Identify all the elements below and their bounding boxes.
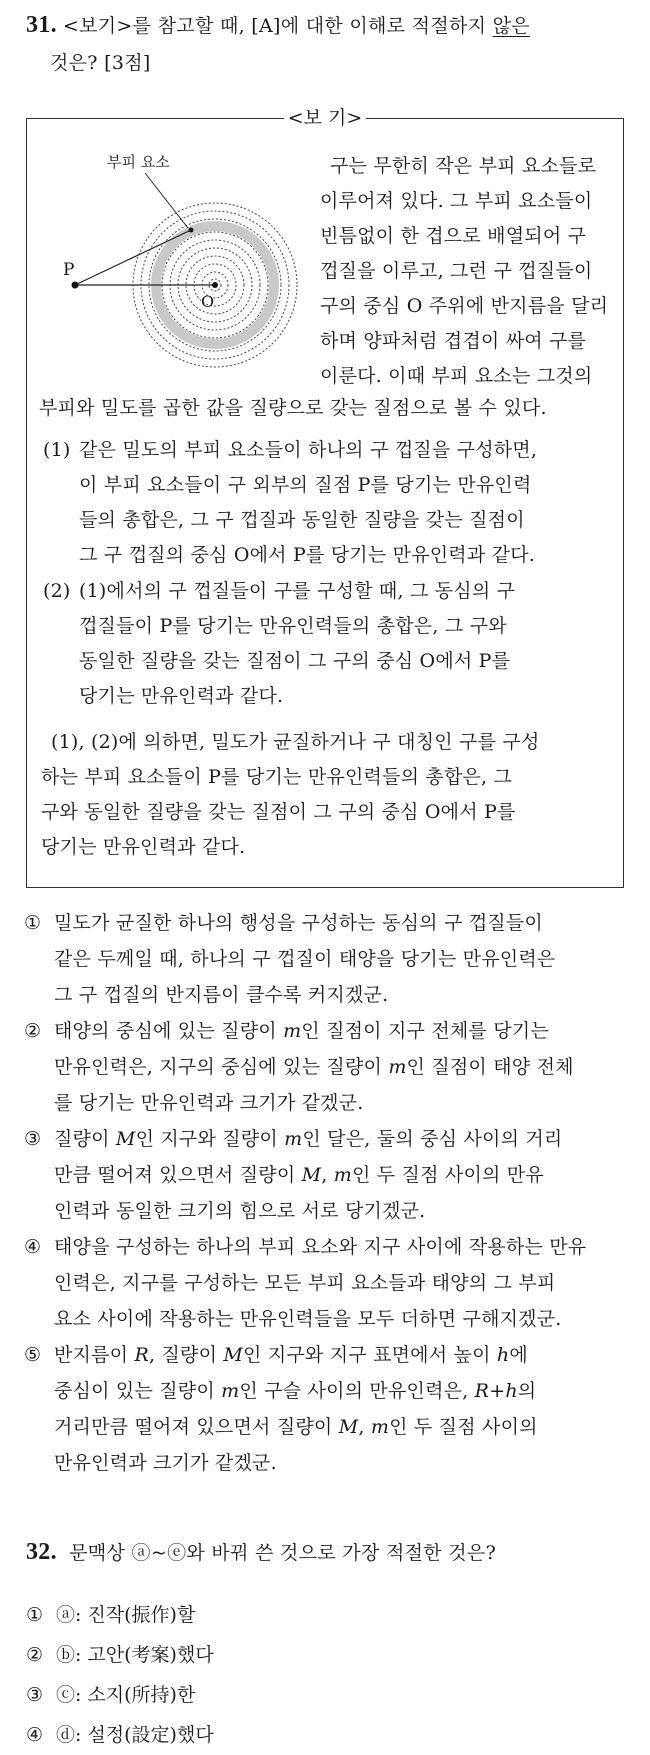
- question-31-underlined-word: 않은: [492, 15, 530, 37]
- question-32-choices: [26, 1595, 626, 1755]
- choice-5[interactable]: ⑤ 반지름이 R, 질량이 M인 지구와 지구 표면에서 높이 h에 중심이 있는 질량이 m인 구슬 사이의 만유인력은, R+h의 거리만큼 떨어져 있으면서 질량이 M, m인 두 질점 사이의 만유인력과 크기가 같겠군.: [24, 1344, 538, 1474]
- question-32-header: [26, 1535, 496, 1571]
- sphere-diagram-svg: [45, 143, 315, 423]
- q32-choice-3[interactable]: ③ ⓒ: 소지(所持)한: [26, 1684, 196, 1706]
- question-31-number: 31.: [26, 12, 57, 38]
- q32-choice-1[interactable]: ① ⓐ: 진작(振作)할: [26, 1604, 196, 1626]
- figure-label-o: O: [201, 292, 215, 311]
- bogi-conclusion: (1), (2)에 의하면, 밀도가 균질하거나 구 대칭인 구를 구성 하는 부피 요소들이 P를 당기는 만유인력들의 총합은, 그 구와 동일한 질량을 갖는 질점이 그 구의 중심 O에서 P를 당기는 만유인력과 같다.: [41, 731, 540, 858]
- question-32-number: 32.: [26, 1539, 57, 1565]
- question-31-prompt: <보기>를 참고할 때, [A]에 대한 이해로 적절하지: [62, 15, 487, 37]
- q32-choice-2[interactable]: ② ⓑ: 고안(考案)했다: [26, 1644, 214, 1666]
- figure-label-volume-element: 부피 요소: [107, 153, 170, 171]
- choice-1[interactable]: ① 밀도가 균질한 하나의 행성을 구성하는 동심의 구 껍질들이 같은 두께일 때, 하나의 구 껍질이 태양을 당기는 만유인력은 그 구 껍질의 반지름이 클수록 커지겠군.: [24, 912, 556, 1006]
- question-32-prompt: 문맥상 ⓐ~ⓔ와 바꿔 쓴 것으로 가장 적절한 것은?: [69, 1542, 497, 1564]
- sphere-figure: [45, 143, 315, 423]
- bogi-intro-right: 구는 무한히 작은 부피 요소들로 이루어져 있다. 그 부피 요소들이 빈틈없이 한 겹으로 배열되어 구 껍질을 이루고, 그런 구 껍질들이 구의 중심 O 주위에 반지름을 달리 하며 양파처럼 겹겹이 싸여 구를 이룬다. 이때 부피 요소는 그것의: [320, 155, 609, 387]
- choice-2[interactable]: ② 태양의 중심에 있는 질량이 m인 질점이 지구 전체를 당기는 만유인력은, 지구의 중심에 있는 질량이 m인 질점이 태양 전체 를 당기는 만유인력과 크기가 같겠군.: [24, 1020, 574, 1114]
- question-31-prompt-line2: 것은? [3점]: [50, 52, 151, 74]
- bogi-item-2: (2) (1)에서의 구 껍질들이 구를 구성할 때, 그 동심의 구 껍질들이 P를 당기는 만유인력들의 총합은, 그 구와 동일한 질량을 갖는 질점이 그 구의 중심 O에서 P를 당기는 만유인력과 같다.: [43, 580, 516, 707]
- question-31-choices: [24, 905, 634, 1481]
- figure-label-p: P: [63, 260, 75, 280]
- choice-4[interactable]: ④ 태양을 구성하는 하나의 부피 요소와 지구 사이에 작용하는 만유 인력은, 지구를 구성하는 모든 부피 요소들과 태양의 그 부피 요소 사이에 작용하는 만유인력들을 모두 더하면 구해지겠군.: [24, 1236, 587, 1330]
- bogi-intro-full-line: 부피와 밀도를 곱한 값을 질량으로 갖는 질점으로 볼 수 있다.: [39, 397, 547, 419]
- bogi-title: <보 기>: [27, 104, 623, 132]
- question-31-header: [26, 8, 530, 44]
- choice-3[interactable]: ③ 질량이 M인 지구와 질량이 m인 달은, 둘의 중심 사이의 거리 만큼 떨어져 있으면서 질량이 M, m인 두 질점 사이의 만유 인력과 동일한 크기의 힘으로 서로 당기겠군.: [24, 1128, 563, 1222]
- bogi-item-1: (1) 같은 밀도의 부피 요소들이 하나의 구 껍질을 구성하면, 이 부피 요소들이 구 외부의 질점 P를 당기는 만유인력 들의 총합은, 그 구 껍질과 동일한 질량을 갖는 질점이 그 구 껍질의 중심 O에서 P를 당기는 만유인력과 같다.: [43, 439, 538, 566]
- bogi-box: [26, 107, 624, 888]
- q32-choice-4[interactable]: ④ ⓓ: 설정(設定)했다: [26, 1724, 214, 1746]
